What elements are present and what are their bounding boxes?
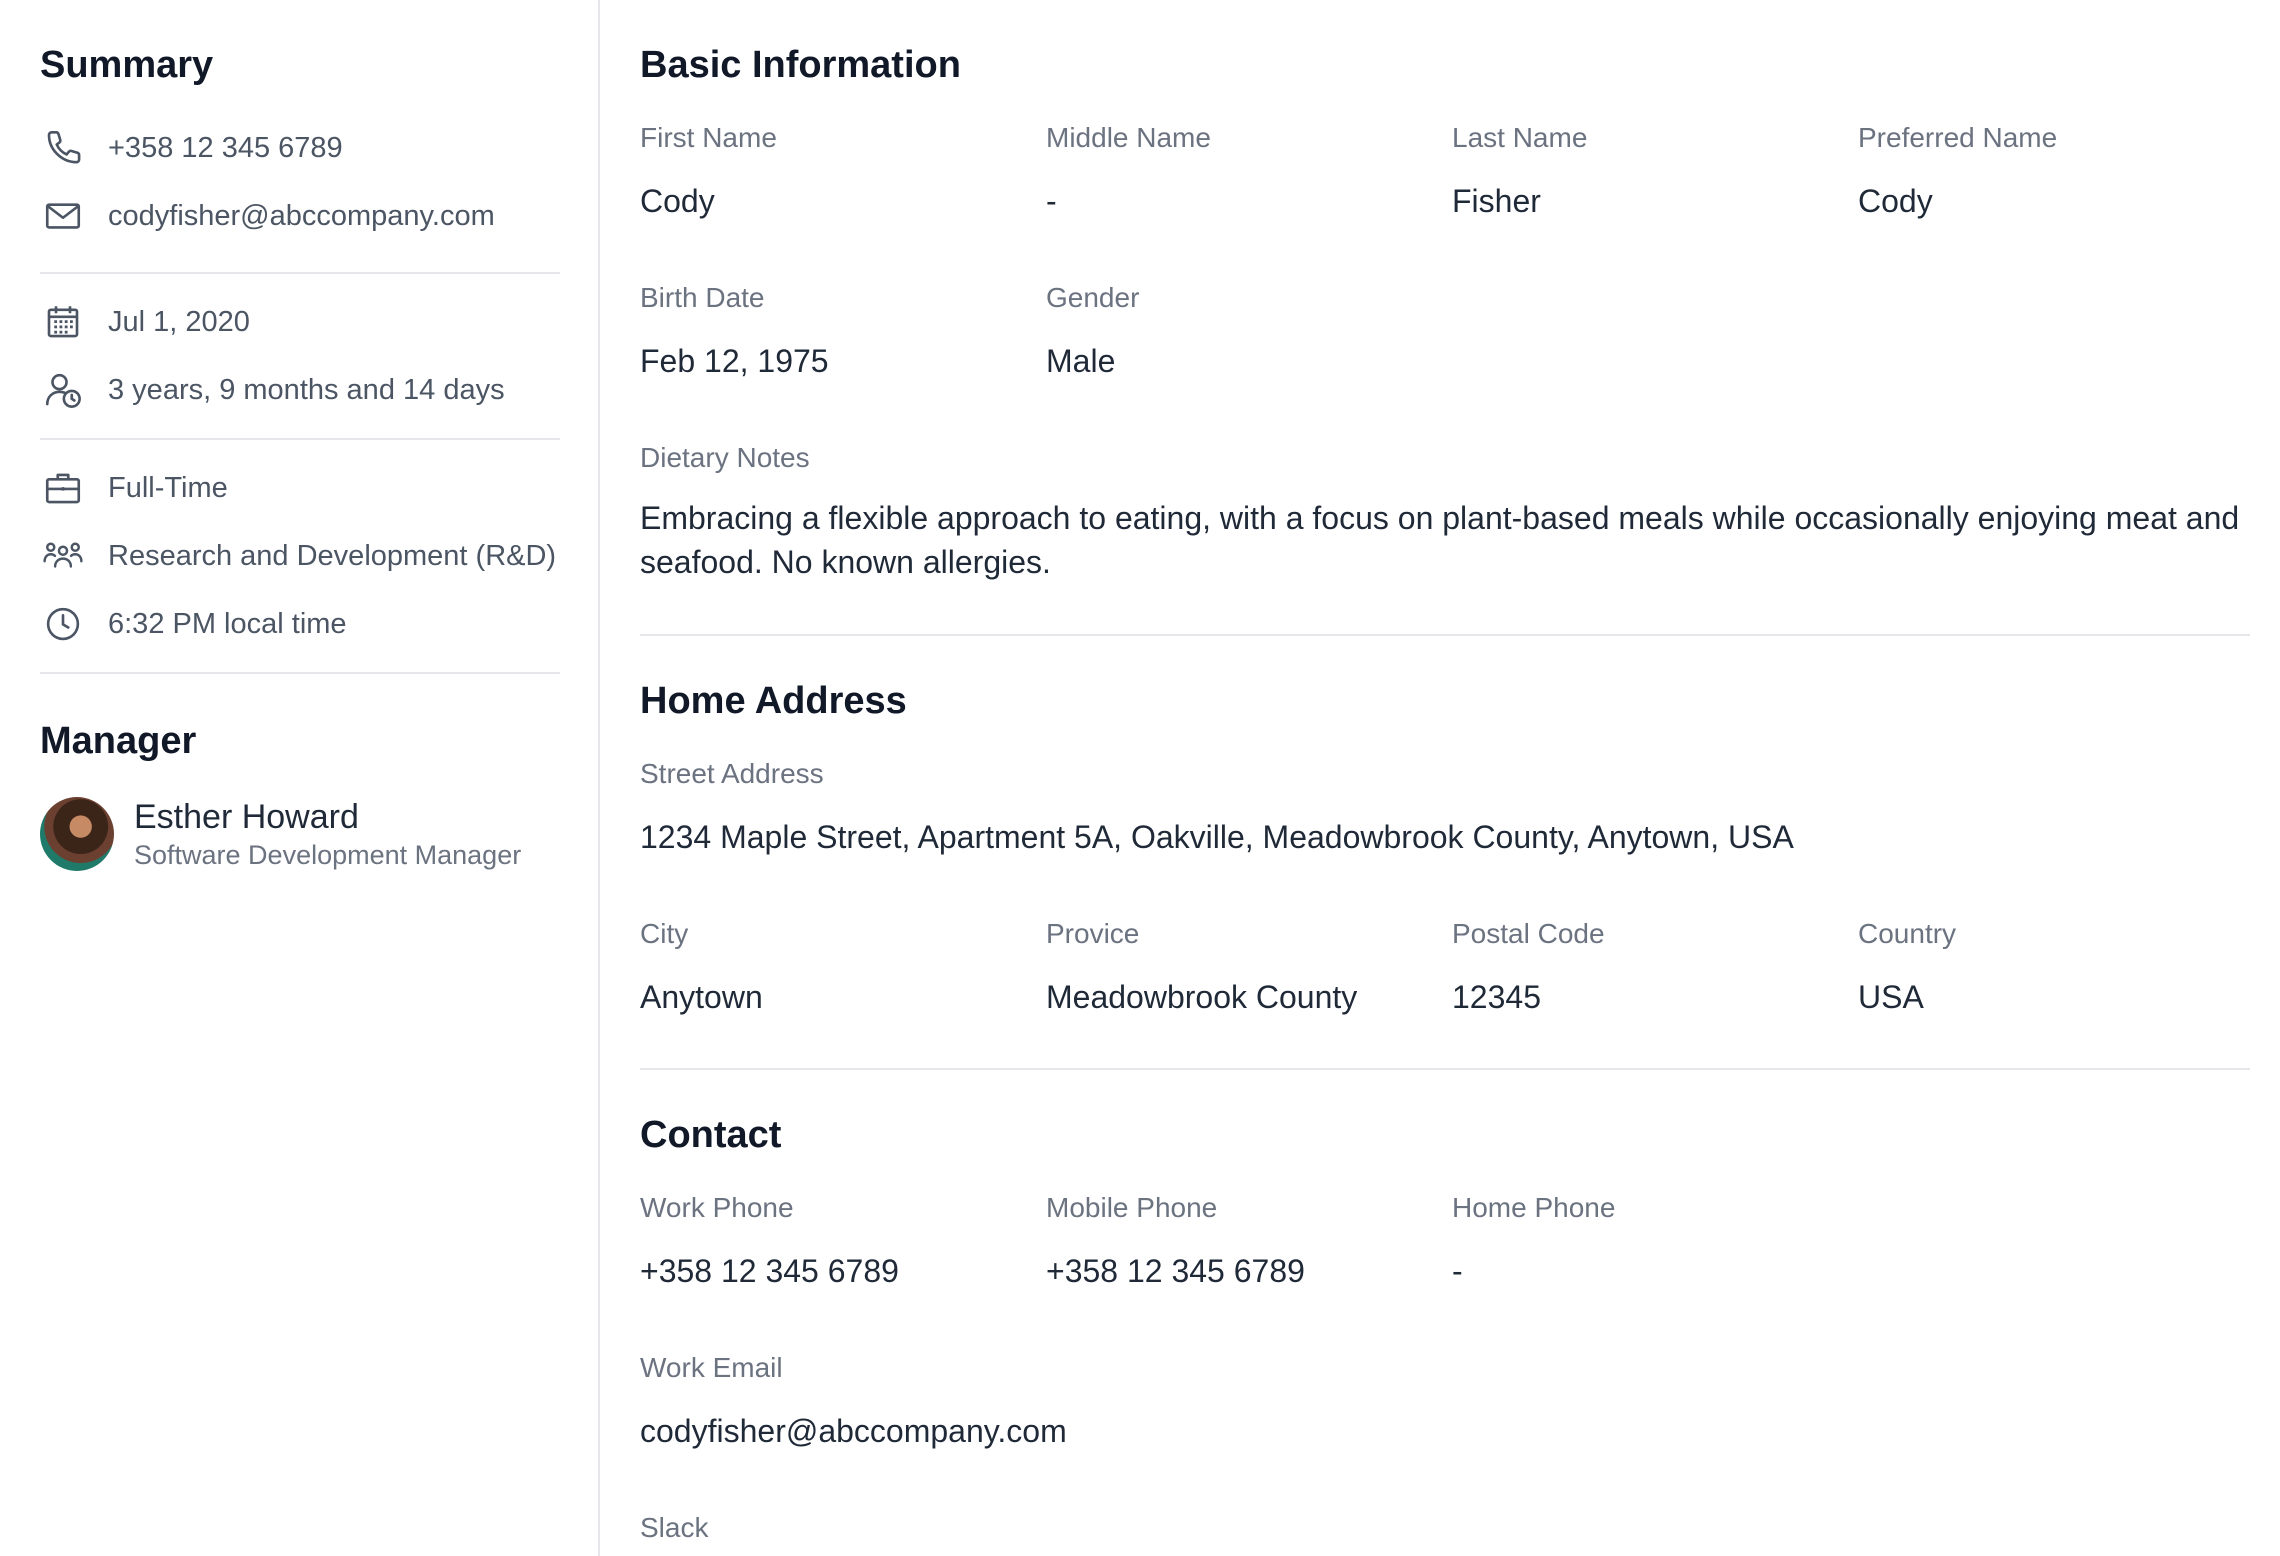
last-name-field (1452, 90, 1858, 222)
section-title: Basic Information (640, 44, 961, 86)
phone-icon (40, 125, 86, 171)
summary-local-time-text: 6:32 PM local time (108, 607, 347, 640)
summary-heading: Summary (40, 44, 214, 86)
slack-field (640, 1480, 2250, 1546)
middle-name-field (1046, 90, 1452, 222)
field-value: Cody (640, 183, 715, 219)
field-label: Street Address (640, 758, 824, 789)
summary-email[interactable] (40, 182, 560, 250)
birth-date-field (640, 250, 1046, 382)
summary-phone[interactable] (40, 114, 560, 182)
summary-job-group (40, 440, 560, 672)
manager-name[interactable]: Esther Howard (134, 798, 359, 836)
summary-tenure-text: 3 years, 9 months and 14 days (108, 373, 505, 406)
personal-fields (640, 250, 2250, 382)
summary-hire-date-text: Jul 1, 2020 (108, 305, 250, 338)
summary-phone-text: +358 12 345 6789 (108, 131, 343, 164)
province-field (1046, 886, 1452, 1018)
section-title: Contact (640, 1114, 782, 1156)
field-label: Mobile Phone (1046, 1192, 1218, 1223)
summary-department (40, 522, 560, 590)
preferred-name-field (1858, 90, 2250, 222)
field-value: Embracing a flexible approach to eating, with a focus on plant-based meals while occasionally enjoying meat and seafood. No known allergies. (640, 500, 2240, 580)
field-label: Dietary Notes (640, 442, 810, 473)
field-label: First Name (640, 122, 777, 153)
field-value: - (1452, 1253, 1463, 1289)
field-value: 12345 (1452, 979, 1541, 1015)
field-label: Provice (1046, 918, 1140, 949)
street-address-field (640, 726, 2250, 858)
field-value: Anytown (640, 979, 763, 1015)
summary-sidebar (0, 0, 600, 1556)
field-label: Work Email (640, 1352, 783, 1383)
postal-code-field (1452, 886, 1858, 1018)
manager-info (134, 796, 521, 872)
field-value: Meadowbrook County (1046, 979, 1358, 1015)
field-value[interactable]: +358 12 345 6789 (640, 1253, 899, 1289)
clock-icon (40, 601, 86, 647)
city-field (640, 886, 1046, 1018)
field-label: Birth Date (640, 282, 765, 313)
field-value: Male (1046, 343, 1116, 379)
summary-employment-type-text: Full-Time (108, 471, 228, 504)
field-value: Feb 12, 1975 (640, 343, 829, 379)
team-icon (40, 533, 86, 579)
manager-section (40, 674, 560, 872)
home-phone-field (1452, 1160, 1858, 1292)
field-label: Slack (640, 1512, 709, 1543)
field-value: Fisher (1452, 183, 1541, 219)
field-value[interactable]: +358 12 345 6789 (1046, 1253, 1305, 1289)
summary-employment-type (40, 454, 560, 522)
home-address-section (640, 636, 2250, 1068)
field-value: Cody (1858, 183, 1933, 219)
manager-heading: Manager (40, 720, 197, 762)
summary-local-time (40, 590, 560, 658)
field-label: Last Name (1452, 122, 1588, 153)
summary-tenure (40, 356, 560, 424)
field-label: Work Phone (640, 1192, 794, 1223)
manager-title: Software Development Manager (134, 840, 522, 870)
profile-details (600, 0, 2280, 1556)
gender-field (1046, 250, 1452, 382)
phone-fields (640, 1160, 2250, 1292)
field-label: Postal Code (1452, 918, 1605, 949)
dietary-notes-field (640, 410, 2250, 584)
mail-icon (40, 193, 86, 239)
user-clock-icon (40, 367, 86, 413)
work-phone-field (640, 1160, 1046, 1292)
country-field (1858, 886, 2250, 1018)
first-name-field (640, 90, 1046, 222)
field-value: USA (1858, 979, 1924, 1015)
work-email-field (640, 1320, 2250, 1452)
calendar-icon (40, 299, 86, 345)
contact-section (640, 1070, 2250, 1546)
name-fields (640, 90, 2250, 222)
basic-information-section (640, 40, 2250, 634)
mobile-phone-field (1046, 1160, 1452, 1292)
field-value: - (1046, 183, 1057, 219)
address-fields (640, 886, 2250, 1018)
manager-card[interactable] (40, 796, 560, 872)
summary-email-text: codyfisher@abccompany.com (108, 199, 495, 232)
section-title: Home Address (640, 680, 907, 722)
field-label: Middle Name (1046, 122, 1211, 153)
field-label: City (640, 918, 689, 949)
avatar[interactable] (40, 797, 114, 871)
field-label: Preferred Name (1858, 122, 2058, 153)
summary-hire-date (40, 288, 560, 356)
field-label: Country (1858, 918, 1957, 949)
briefcase-icon (40, 465, 86, 511)
summary-tenure-group (40, 274, 560, 438)
field-value[interactable]: codyfisher@abccompany.com (640, 1413, 1067, 1449)
field-label: Gender (1046, 282, 1140, 313)
field-label: Home Phone (1452, 1192, 1616, 1223)
field-value: 1234 Maple Street, Apartment 5A, Oakville, Meadowbrook County, Anytown, USA (640, 819, 1794, 855)
summary-contact-group (40, 90, 560, 272)
summary-department-text: Research and Development (R&D) (108, 539, 557, 572)
